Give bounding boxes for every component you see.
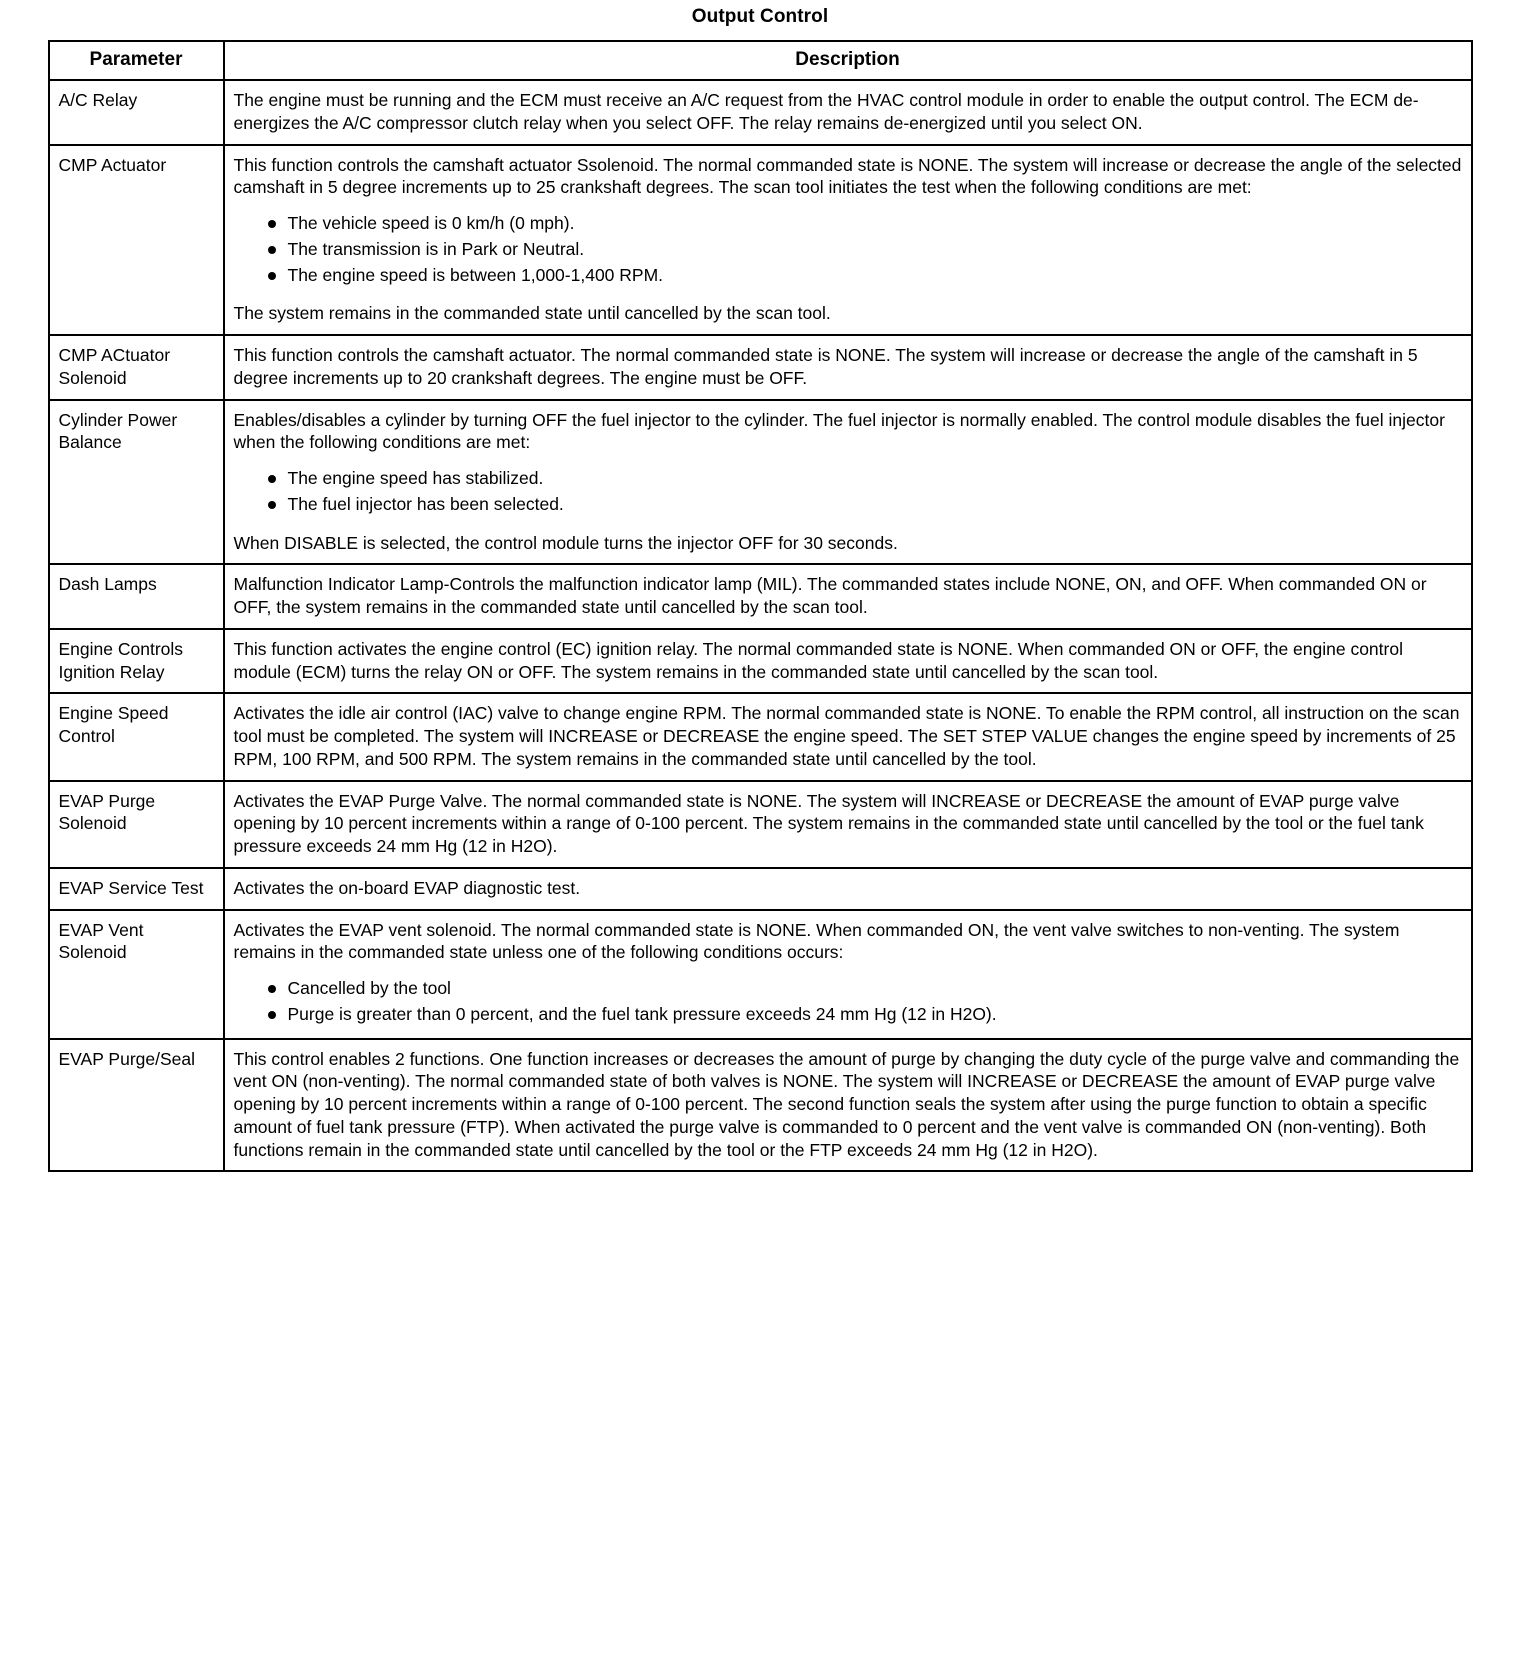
description-cell: [224, 335, 1472, 400]
table-row: [49, 868, 1472, 910]
description-cell: [224, 693, 1472, 780]
column-header-description: Description: [224, 41, 1472, 80]
description-paragraph: Activates the on-board EVAP diagnostic test.: [233, 877, 581, 898]
table-body: [49, 80, 1472, 1171]
parameter-cell: A/C Relay: [49, 80, 224, 145]
description-cell: [224, 400, 1472, 565]
parameter-cell: EVAP Service Test: [49, 868, 224, 910]
table-row: [49, 80, 1472, 145]
description-paragraph: This function controls the camshaft actuator. The normal commanded state is NONE. The system will increase or decrease the angle of the camshaft in 5 degree increments up to 20 crankshaft degrees. The engine must be OFF.: [233, 345, 1418, 388]
list-item: Cancelled by the tool: [268, 977, 1462, 1000]
table-header-row: [49, 41, 1472, 80]
parameter-cell: CMP ACtuator Solenoid: [49, 335, 224, 400]
list-item: The fuel injector has been selected.: [268, 493, 1462, 516]
table-row: [49, 693, 1472, 780]
description-bullet-list: [234, 467, 1462, 516]
description-paragraph: The system remains in the commanded state until cancelled by the scan tool.: [233, 303, 831, 324]
description-cell: [224, 145, 1472, 336]
description-paragraph: Malfunction Indicator Lamp-Controls the malfunction indicator lamp (MIL). The commanded states include NONE, ON, and OFF. When commanded ON or OFF, the system remains in the commanded state until cancelled by the scan tool.: [233, 574, 1427, 617]
list-item: Purge is greater than 0 percent, and the fuel tank pressure exceeds 24 mm Hg (12 in H2O).: [268, 1003, 1462, 1026]
description-paragraph: Activates the EVAP Purge Valve. The normal commanded state is NONE. The system will INCREASE or DECREASE the amount of EVAP purge valve opening by 10 percent increments within a range of 0-100 percent. The system remains in the commanded state until cancelled by the tool or the fuel tank pressure exceeds 24 mm Hg (12 in H2O).: [233, 790, 1424, 856]
parameter-cell: Engine Controls Ignition Relay: [49, 629, 224, 694]
description-paragraph: Enables/disables a cylinder by turning OFF the fuel injector to the cylinder. The fuel injector is normally enabled. The control module disables the fuel injector when the following conditions are met:: [233, 409, 1445, 453]
table-row: [49, 781, 1472, 868]
description-paragraph: This function activates the engine control (EC) ignition relay. The normal commanded state is NONE. When commanded ON or OFF, the engine control module (ECM) turns the relay ON or OFF. The system remains in the commanded state until cancelled by the scan tool.: [233, 638, 1403, 682]
list-item: The engine speed has stabilized.: [268, 467, 1462, 490]
output-control-table: [48, 40, 1473, 1172]
description-paragraph: Activates the EVAP vent solenoid. The normal commanded state is NONE. When commanded ON, the vent valve switches to non-venting. The system remains in the commanded state unless one of the following conditions occurs:: [233, 919, 1400, 963]
table-row: [49, 400, 1472, 565]
table-row: [49, 1039, 1472, 1172]
description-paragraph: When DISABLE is selected, the control module turns the injector OFF for 30 seconds.: [233, 532, 898, 553]
description-cell: [224, 629, 1472, 694]
description-cell: [224, 1039, 1472, 1172]
list-item: The transmission is in Park or Neutral.: [268, 238, 1462, 261]
parameter-cell: Dash Lamps: [49, 564, 224, 629]
description-bullet-list: [234, 212, 1462, 286]
description-paragraph: The engine must be running and the ECM must receive an A/C request from the HVAC control module in order to enable the output control. The ECM de-energizes the A/C compressor clutch relay when you select OFF. The relay remains de-energized until you select ON.: [233, 90, 1419, 133]
parameter-cell: EVAP Purge/Seal: [49, 1039, 224, 1172]
list-item: The vehicle speed is 0 km/h (0 mph).: [268, 212, 1462, 235]
table-row: [49, 564, 1472, 629]
parameter-cell: Cylinder Power Balance: [49, 400, 224, 565]
description-cell: [224, 868, 1472, 910]
description-bullet-list: [234, 977, 1462, 1026]
page-title: Output Control: [691, 6, 829, 27]
parameter-cell: Engine Speed Control: [49, 693, 224, 780]
parameter-cell: EVAP Vent Solenoid: [49, 910, 224, 1039]
parameter-cell: EVAP Purge Solenoid: [49, 781, 224, 868]
description-cell: [224, 80, 1472, 145]
table-row: [49, 145, 1472, 336]
description-cell: [224, 781, 1472, 868]
description-cell: [224, 564, 1472, 629]
table-row: [49, 629, 1472, 694]
table-row: [49, 335, 1472, 400]
description-paragraph: This function controls the camshaft actuator Ssolenoid. The normal commanded state is NONE. The system will increase or decrease the angle of the selected camshaft in 5 degree increments up to 25 crankshaft degrees. The scan tool initiates the test when the following conditions are met:: [233, 154, 1462, 198]
list-item: The engine speed is between 1,000-1,400 RPM.: [268, 264, 1462, 287]
parameter-cell: CMP Actuator: [49, 145, 224, 336]
table-row: [49, 910, 1472, 1039]
column-header-parameter: Parameter: [49, 41, 224, 80]
description-cell: [224, 910, 1472, 1039]
description-paragraph: Activates the idle air control (IAC) valve to change engine RPM. The normal commanded state is NONE. To enable the RPM control, all instruction on the scan tool must be completed. The system will INCREASE or DECREASE the engine speed. The SET STEP VALUE changes the engine speed by increments of 25 RPM, 100 RPM, and 500 RPM. The system remains in the commanded state until cancelled by the tool.: [233, 703, 1460, 769]
description-paragraph: This control enables 2 functions. One function increases or decreases the amount of purge by changing the duty cycle of the purge valve and commanding the vent ON (non-venting). The normal commanded state of both valves is NONE. The system will INCREASE or DECREASE the amount of EVAP purge valve opening by 10 percent increments within a range of 0-100 percent. The second function seals the system after using the purge function to obtain a specific amount of fuel tank pressure (FTP). When activated the purge valve is commanded to 0 percent and the vent valve is commanded ON (non-venting). Both functions remain in the commanded state until cancelled by the tool or the FTP exceeds 24 mm Hg (12 in H2O).: [233, 1048, 1460, 1160]
